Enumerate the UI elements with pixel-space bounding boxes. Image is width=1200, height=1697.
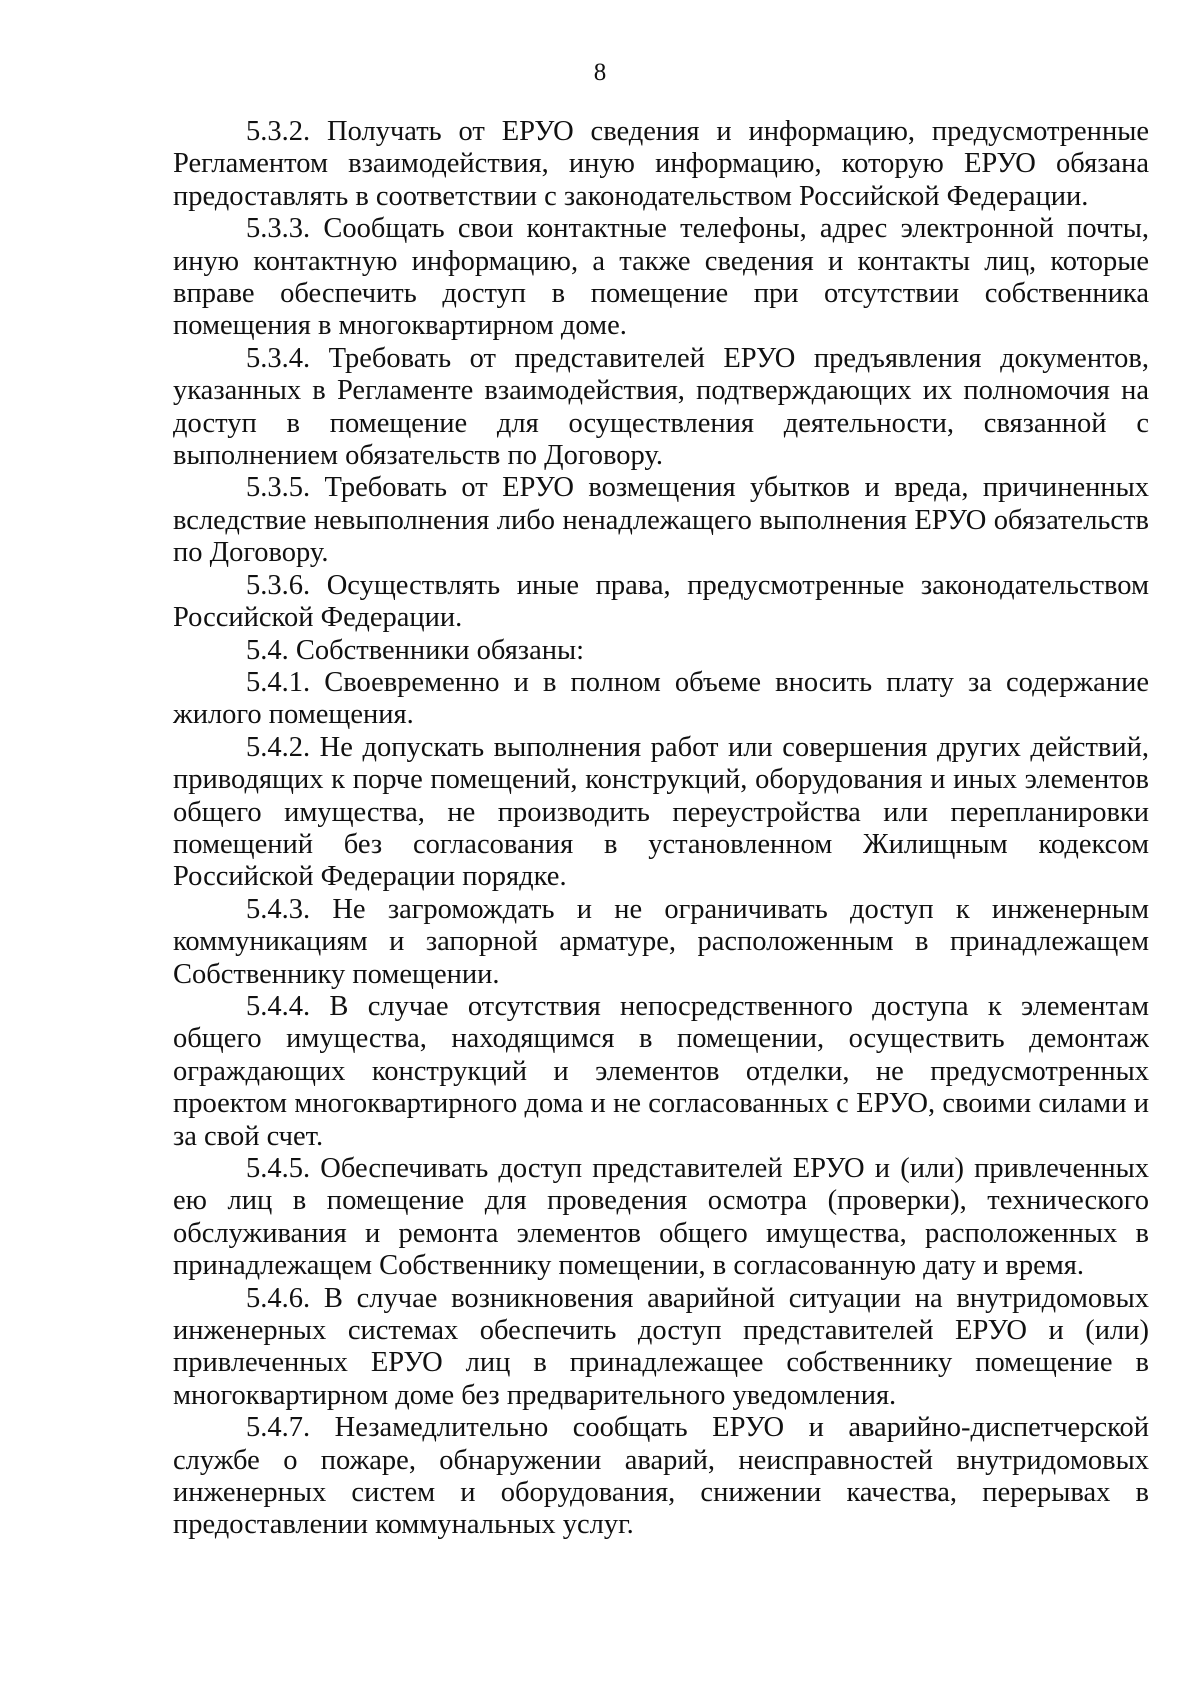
clause-5-4-2: 5.4.2. Не допускать выполнения работ или совершения других действий, приводящих к порче помещений, конструкций, оборудования и иных элементов общего имущества, не производить переустройства или перепланировки помещений без согласования в установленном Жилищным кодексом Российской Федерации порядке. [173,731,1149,893]
document-body [173,116,1149,1542]
clause-5-4-3: 5.4.3. Не загромождать и не ограничивать доступ к инженерным коммуникациям и запорной арматуре, расположенным в принадлежащем Собственнику помещении. [173,893,1149,990]
clause-5-4-6: 5.4.6. В случае возникновения аварийной ситуации на внутридомовых инженерных системах обеспечить доступ представителей ЕРУО и (или) привлеченных ЕРУО лиц в принадлежащее собственнику помещение в многоквартирном доме без предварительного уведомления. [173,1282,1149,1411]
clause-5-3-3: 5.3.3. Сообщать свои контактные телефоны, адрес электронной почты, иную контактную информацию, а также сведения и контакты лиц, которые вправе обеспечить доступ в помещение при отсутствии собственника помещения в многоквартирном доме. [173,213,1149,342]
clause-5-3-5: 5.3.5. Требовать от ЕРУО возмещения убытков и вреда, причиненных вследствие невыполнения либо ненадлежащего выполнения ЕРУО обязательств по Договору. [173,472,1149,569]
page-number: 8 [593,59,607,86]
clause-5-3-4: 5.3.4. Требовать от представителей ЕРУО предъявления документов, указанных в Регламенте взаимодействия, подтверждающих их полномочия на доступ в помещение для осуществления деятельности, связанной с выполнением обязательств по Договору. [173,342,1149,472]
clause-5-3-6: 5.3.6. Осуществлять иные права, предусмотренные законодательством Российской Федерации. [173,569,1149,634]
clause-5-4-heading: 5.4. Собственники обязаны: [246,634,585,666]
clause-5-4-1: 5.4.1. Своевременно и в полном объеме вносить плату за содержание жилого помещения. [173,666,1149,731]
clause-5-3-2: 5.3.2. Получать от ЕРУО сведения и информацию, предусмотренные Регламентом взаимодействия, иную информацию, которую ЕРУО обязана предоставлять в соответствии с законодательством Российской Федерации. [173,116,1149,212]
clause-5-4-4: 5.4.4. В случае отсутствия непосредственного доступа к элементам общего имущества, находящимся в помещении, осуществить демонтаж ограждающих конструкций и элементов отделки, не предусмотренных проектом многоквартирного дома и не согласованных с ЕРУО, своими силами и за свой счет. [173,990,1149,1152]
clause-5-4-5: 5.4.5. Обеспечивать доступ представителей ЕРУО и (или) привлеченных ею лиц в помещение для проведения осмотра (проверки), технического обслуживания и ремонта элементов общего имущества, расположенных в принадлежащем Собственнику помещении, в согласованную дату и время. [173,1153,1149,1282]
clause-5-4-7: 5.4.7. Незамедлительно сообщать ЕРУО и аварийно-диспетчерской службе о пожаре, обнаружении аварий, неисправностей внутридомовых инженерных систем и оборудования, снижении качества, перерывах в предоставлении коммунальных услуг. [173,1412,1149,1541]
